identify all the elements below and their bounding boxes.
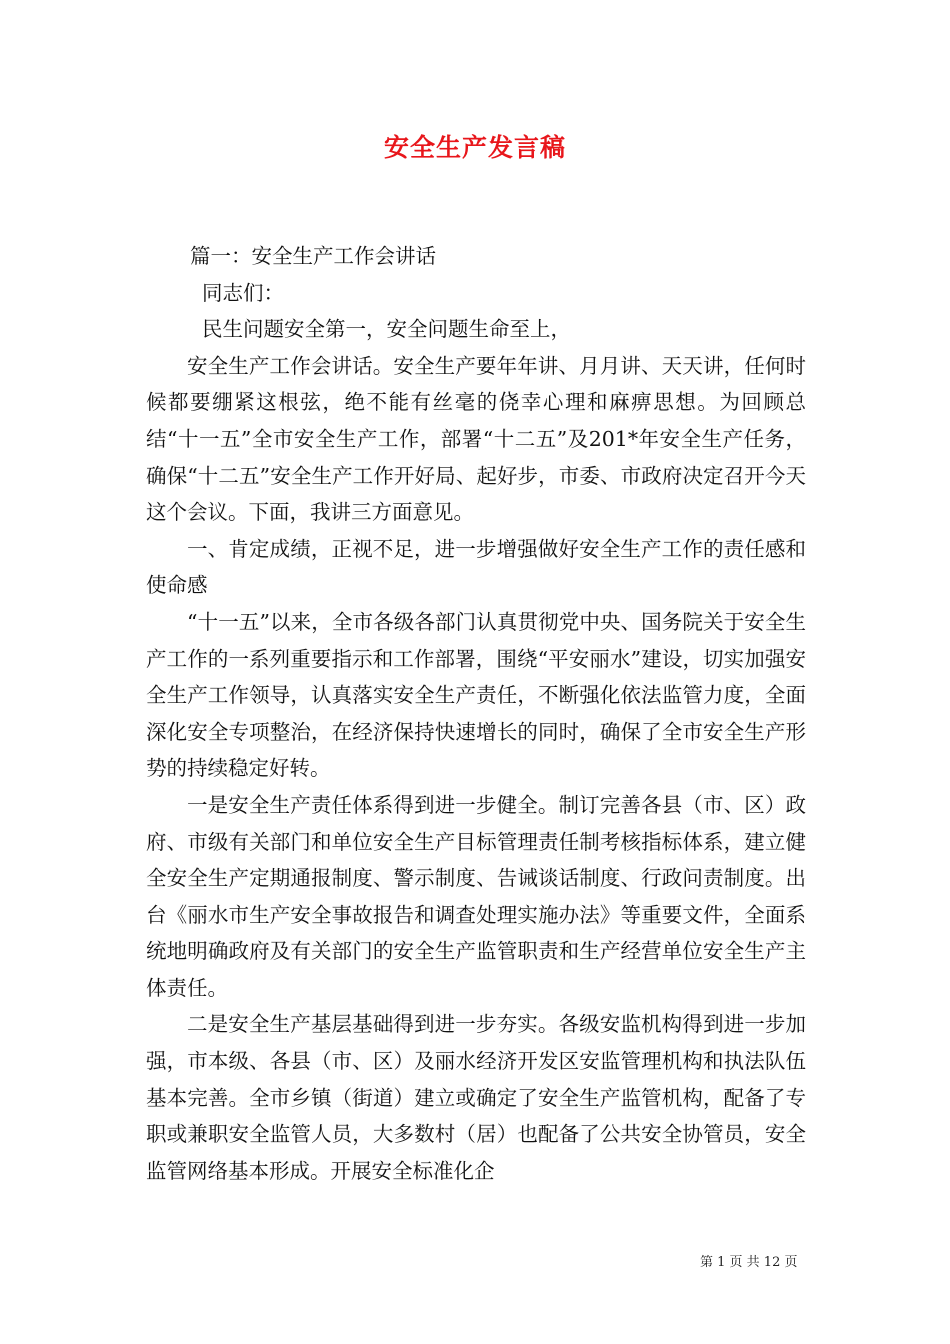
greeting-line: 同志们：	[202, 280, 284, 305]
paragraph-4: 一是安全生产责任体系得到进一步健全。制订完善各县（市、区）政府、市级有关部门和单位安全生产目标管理责任制考核指标体系，建立健全安全生产定期通报制度、警示制度、告诫谈话制度、行政问责制度。出台《丽水市生产安全事故报告和调查处理实施办法》等重要文件，全面系统地明确政府及有关部门的安全生产监管职责和生产经营单位安全生产主体责任。	[146, 792, 806, 1000]
paragraph-1: 民生问题安全第一，安全问题生命至上，	[202, 317, 571, 342]
document-title: 安全生产发言稿	[383, 133, 566, 162]
section-heading-1: 一、肯定成绩，正视不足，进一步增强做好安全生产工作的责任感和使命感	[146, 536, 806, 598]
paragraph-5: 二是安全生产基层基础得到进一步夯实。各级安监机构得到进一步加强，市本级、各县（市、区）及丽水经济开发区安监管理机构和执法队伍基本完善。全市乡镇（街道）建立或确定了安全生产监管机构，配备了专职或兼职安全监管人员，大多数村（居）也配备了公共安全协管员，安全监管网络基本形成。开展安全标准化企	[146, 1012, 806, 1183]
page-number-footer: 第 1 页 共 12 页	[700, 1255, 798, 1270]
paragraph-2: 安全生产工作会讲话。安全生产要年年讲、月月讲、天天讲，任何时候都要绷紧这根弦，绝不能有丝毫的侥幸心理和麻痹思想。为回顾总结“十一五”全市安全生产工作，部署“十二五”及201*年安全生产任务，确保“十二五”安全生产工作开好局、起好步，市委、市政府决定召开今天这个会议。下面，我讲三方面意见。	[146, 353, 806, 525]
document-body	[146, 238, 806, 1189]
section-subtitle: 篇一：安全生产工作会讲话	[190, 244, 436, 268]
paragraph-3: “十一五”以来，全市各级各部门认真贯彻党中央、国务院关于安全生产工作的一系列重要指示和工作部署，围绕“平安丽水”建设，切实加强安全生产工作领导，认真落实安全生产责任，不断强化依法监管力度，全面深化安全专项整治，在经济保持快速增长的同时，确保了全市安全生产形势的持续稳定好转。	[146, 609, 806, 781]
